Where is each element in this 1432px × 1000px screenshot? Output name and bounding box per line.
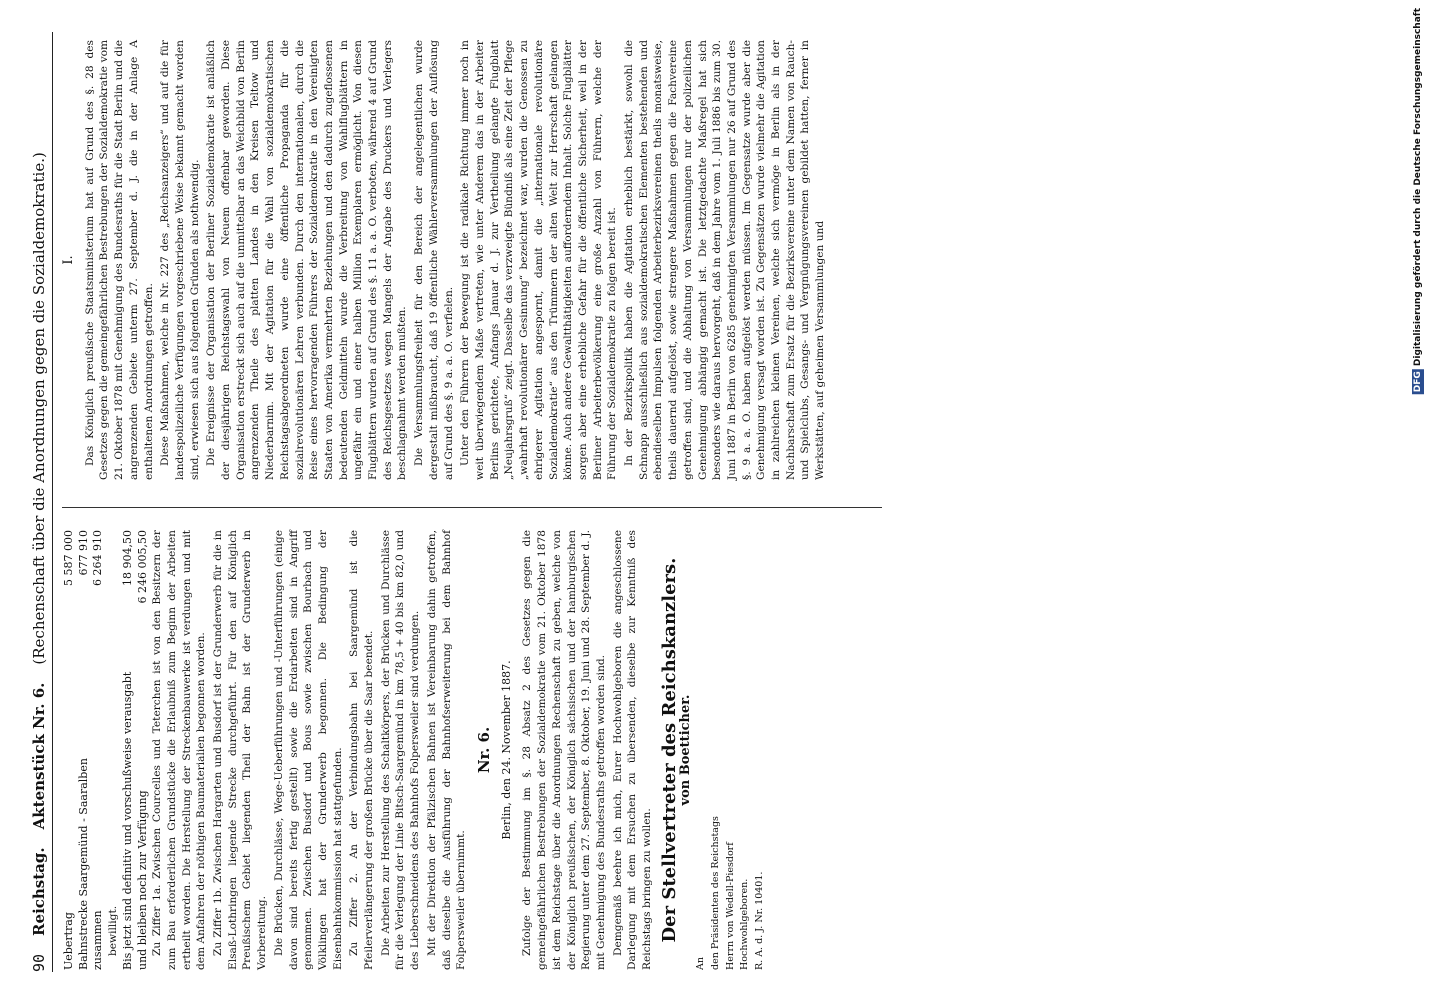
- paragraph: Mit der Direktion der Pfälzischen Bahnen ist Vereinbarung dahin getroffen, daß dieselbe die Ausführung der Bahnhofserweiterung bei dem Bahnhof Folpersweiler übernimmt.: [425, 530, 468, 970]
- left-column: [62, 530, 768, 970]
- ledger-value: 5 587 000: [62, 530, 75, 586]
- paragraph: Die Arbeiten zur Herstellung des Schaltkörpers, der Brücken und Durchlässe für die Verlegung der Linie Bitsch-Saargemünd in km 78,5 + 40 bis km 82,0 und des Lieberschneidens des Bahnhofs Folpersweiler sind verdungen.: [379, 530, 422, 970]
- digitization-credit: [1412, 8, 1426, 608]
- ledger-value: 18 904,50: [120, 530, 134, 586]
- ledger-label: Bis jetzt sind definitiv und vorschußweise verausgabt: [120, 671, 134, 970]
- paragraph: Diese Maßnahmen, welche in Nr. 227 des „Reichsanzeigers“ und auf die für landespolizeiliche Verfügungen vorgeschriebene Weise bekannt gemacht worden sind, erwiesen sich aus folgenden Gründen als nothwendig.: [159, 40, 201, 480]
- paragraph: Zu Ziffer 1b. Zwischen Hargarten und Busdorf ist der Grunderwerb für die in Elsaß-Lothringen liegende Strecke durchgeführt. Für den auf Königlich Preußischem Gebiet liegenden Theil der Bahn ist der Grunderwerb in Vorbereitung.: [212, 530, 269, 970]
- section-number: I.: [61, 255, 76, 265]
- address-line: den Präsidenten des Reichstags: [709, 816, 721, 970]
- column-divider: [62, 507, 882, 508]
- paragraph: Zufolge der Bestimmung im §. 28 Absatz 2 des Gesetzes gegen die gemeingefährlichen Bestrebungen der Sozialdemokratie vom 21. Oktober 1878 ist dem Reichstage über die Anordnungen Rechenschaft zu geben, welche von der Königlich preußischen, der Königlich sächsischen und der hamburgischen Regierung unter dem 27. September, 8. Oktober, 19. Juni und 28. September d. J. mit Genehmigung des Bundesraths getroffen worden sind.: [521, 530, 607, 970]
- ledger-value: 6 264 910: [91, 530, 105, 586]
- paragraph: bewilligt.: [107, 905, 120, 956]
- ledger-line: [62, 530, 77, 970]
- ledger-sum: [91, 530, 106, 970]
- document-date: Berlin, den 24. November 1887.: [499, 660, 513, 840]
- ledger-label: Uebertrag: [62, 912, 75, 970]
- address-line: Herrn von Wedell-Piesdorf: [724, 842, 736, 970]
- ledger-label: Bahnstrecke Saargemünd - Saaralben: [76, 758, 90, 970]
- paragraph: In der Bezirkspolitik haben die Agitation erheblich bestärkt, sowohl die Schnapp ausschließlich aus sozialdemokratischen Elementen bestehenden und ebendieselben Impulsen folgenden Arbeiterbezirksvereinen theils monatsweise, theils dauernd aufgelöst, sowie strengere Maßnahmen gegen die Fachvereine getroffen sind, und die Abhaltung von Versammlungen nur der polizeilichen Genehmigung abhängig gemacht ist. Die letztgedachte Maßregel hat sich besonders wie daraus hervorgeht, daß in dem Jahre vom 1. Juli 1886 bis zum 30. Juni 1887 in Berlin von 6285 genehmigten Versammlungen nur 26 auf Grund des §. 9 a. a. O. haben aufgelöst werden müssen. Im Gegensatze wurde aber die Genehmigung versagt worden ist. Zu Gegensätzen wurde vielmehr die Agitation in zahlreichen kleinen Vereinen, welche sich vermöge in Berlin als in der Nachbarschaft zum Ersatz für die Bezirksvereine unter dem Namen von Rauch- und Spielclubs, Gesangs- und Vergnügungsvereinen gebildet hatten, ferner in Werkstätten, auf geheimen Versammlungen und: [623, 40, 827, 480]
- running-head-item: Aktenstück Nr. 6.: [30, 682, 48, 830]
- ledger-label: und bleiben noch zur Verfügung: [135, 790, 149, 970]
- paragraph: Das Königlich preußische Staatsministerium hat auf Grund des §. 28 des Gesetzes gegen die gemeingefährlichen Bestrebungen der Sozialdemokratie vom 21. Oktober 1878 mit Genehmigung des Bundesraths für die Stadt Berlin und die angrenzenden Gebiete unterm 27. September d. J. die in der Anlage A enthaltenen Anordnungen getroffen.: [83, 40, 155, 480]
- reference-number: R. A. d. J. Nr. 10401.: [753, 871, 765, 970]
- ledger-line: [77, 530, 92, 970]
- paragraph: Zu Ziffer 2. An der Verbindungsbahn bei Saargemünd ist die Pfeilerverlängerung der großen Brücke über die Saar beendet.: [348, 530, 376, 970]
- signature-name: von Boetticher.: [678, 694, 694, 806]
- document-number-title: Nr. 6.: [474, 726, 493, 774]
- paragraph: Die Ereignisse der Organisation der Berliner Sozialdemokratie ist anläßlich der diesjährigen Reichstagswahl von Neuem offenbar geworden. Diese Organisation erstreckt sich auch auf die unmittelbar an das Weichbild von Berlin angrenzenden Theile des platten Landes in den Kreisen Teltow und Niederbarnim. Mit der Agitation für die Wahl von sozialdemokratischen Reichstagsabgeordneten wurde eine öffentliche Propaganda für die sozialrevolutionären Lehren verbunden. Durch den internationalen, durch die Reise eines hervorragenden Führers der Sozialdemokratie in den Vereinigten Staaten von Amerika vermehrten Beziehungen und den dadurch zugeflossenen bedeutenden Geldmitteln wurde die Verbreitung von Wahlflugblättern in ungefähr ein und einer halben Million Exemplaren ermöglicht. Von diesen Flugblättern wurden auf Grund des §. 11 a. a. O. verboten, während 4 auf Grund des Reichsgesetzes wegen Mangels der Angabe des Druckers und Verlegers beschlagnahmt werden mußten.: [205, 40, 409, 480]
- right-column: [62, 40, 830, 480]
- paragraph: Unter den Führern der Bewegung ist die radikale Richtung immer noch in weit überwiegendem Maße vertreten, wie unter Anderem das in der Arbeiter Berlins gerichtete, Anfangs Januar d. J. zur Vertheilung gelangte Flugblatt „Neujahrsgruß“ zeigt. Dasselbe das verzweigte Bündniß als eine Zeit der Pflege „wahrhaft revolutionärer Gesinnung“ bezeichnet war, wurden die Genossen zu ehrigerer Agitation angespornt, damit die „internationale revolutionäre Sozialdemokratie“ aus den Trümmern der alten Welt zur Herrschaft gelangen könne. Auch andere Gewaltthätigkeiten aufforderndem Inhalt. Solche Flugblätter sorgen aber eine erhebliche Gefahr für die öffentliche Sicherheit, weil in der Berliner Arbeiterbevölkerung eine große Anzahl von Führern, welche der Führung der Sozialdemokratie zu folgen bereit ist.: [459, 40, 619, 480]
- ledger-value: 6 246 005,50: [135, 530, 149, 604]
- paragraph: Die Brücken, Durchlässe, Wege-Ueberführungen und -Unterführungen (einige davon sind bereits fertig gestellt) sowie die Erdarbeiten sind in Angriff genommen. Zwischen Busdorf und Bous sowie zwischen Bourbach und Völklingen hat der Grunderwerb begonnen. Die Bedingung der Eisenbahnkommission hat stattgefunden.: [272, 530, 344, 970]
- paragraph: Zu Ziffer 1a. Zwischen Courcelles und Teterchen ist von den Besitzern der zum Bau erforderlichen Grundstücke die Erlaubniß zum Beginn der Arbeiten ertheilt worden. Die Herstellung der Streckenbauwerke ist verdungen und mit dem Anfahren der nöthigen Baumaterialien begonnen worden.: [151, 530, 208, 970]
- ledger-line: [136, 530, 151, 970]
- dfg-badge: DFG: [1413, 371, 1423, 393]
- address-line: An: [695, 957, 707, 970]
- running-head: [18, 32, 53, 972]
- ledger-value: 677 910: [76, 530, 90, 576]
- address-line: Hochwohlgeboren.: [739, 878, 751, 970]
- signature-title: Der Stellvertreter des Reichskanzlers.: [658, 557, 680, 943]
- page-number: 90: [30, 953, 48, 972]
- running-head-label: Reichstag.: [30, 847, 48, 936]
- ledger-label: zusammen: [91, 910, 105, 970]
- credit-text: Digitalisierung gefördert durch die Deutsche Forschungsgemeinschaft: [1413, 8, 1423, 367]
- paragraph: Demgemäß beehre ich mich, Eurer Hochwohlgeboren die angeschlossene Darlegung mit dem Ersuchen zu übersenden, dieselbe zur Kenntniß des Reichstags bringen zu wollen.: [611, 530, 654, 970]
- ledger-line: [121, 530, 136, 970]
- running-head-topic: (Rechenschaft über die Anordnungen gegen die Sozialdemokratie.): [30, 152, 48, 665]
- paragraph: Die Versammlungsfreiheit für den Bereich der angelegentlichen wurde dergestalt mißbraucht, daß 19 öffentliche Wählerversammlungen der Auflösung auf Grund des §. 9 a. a. O. verfielen.: [413, 40, 455, 480]
